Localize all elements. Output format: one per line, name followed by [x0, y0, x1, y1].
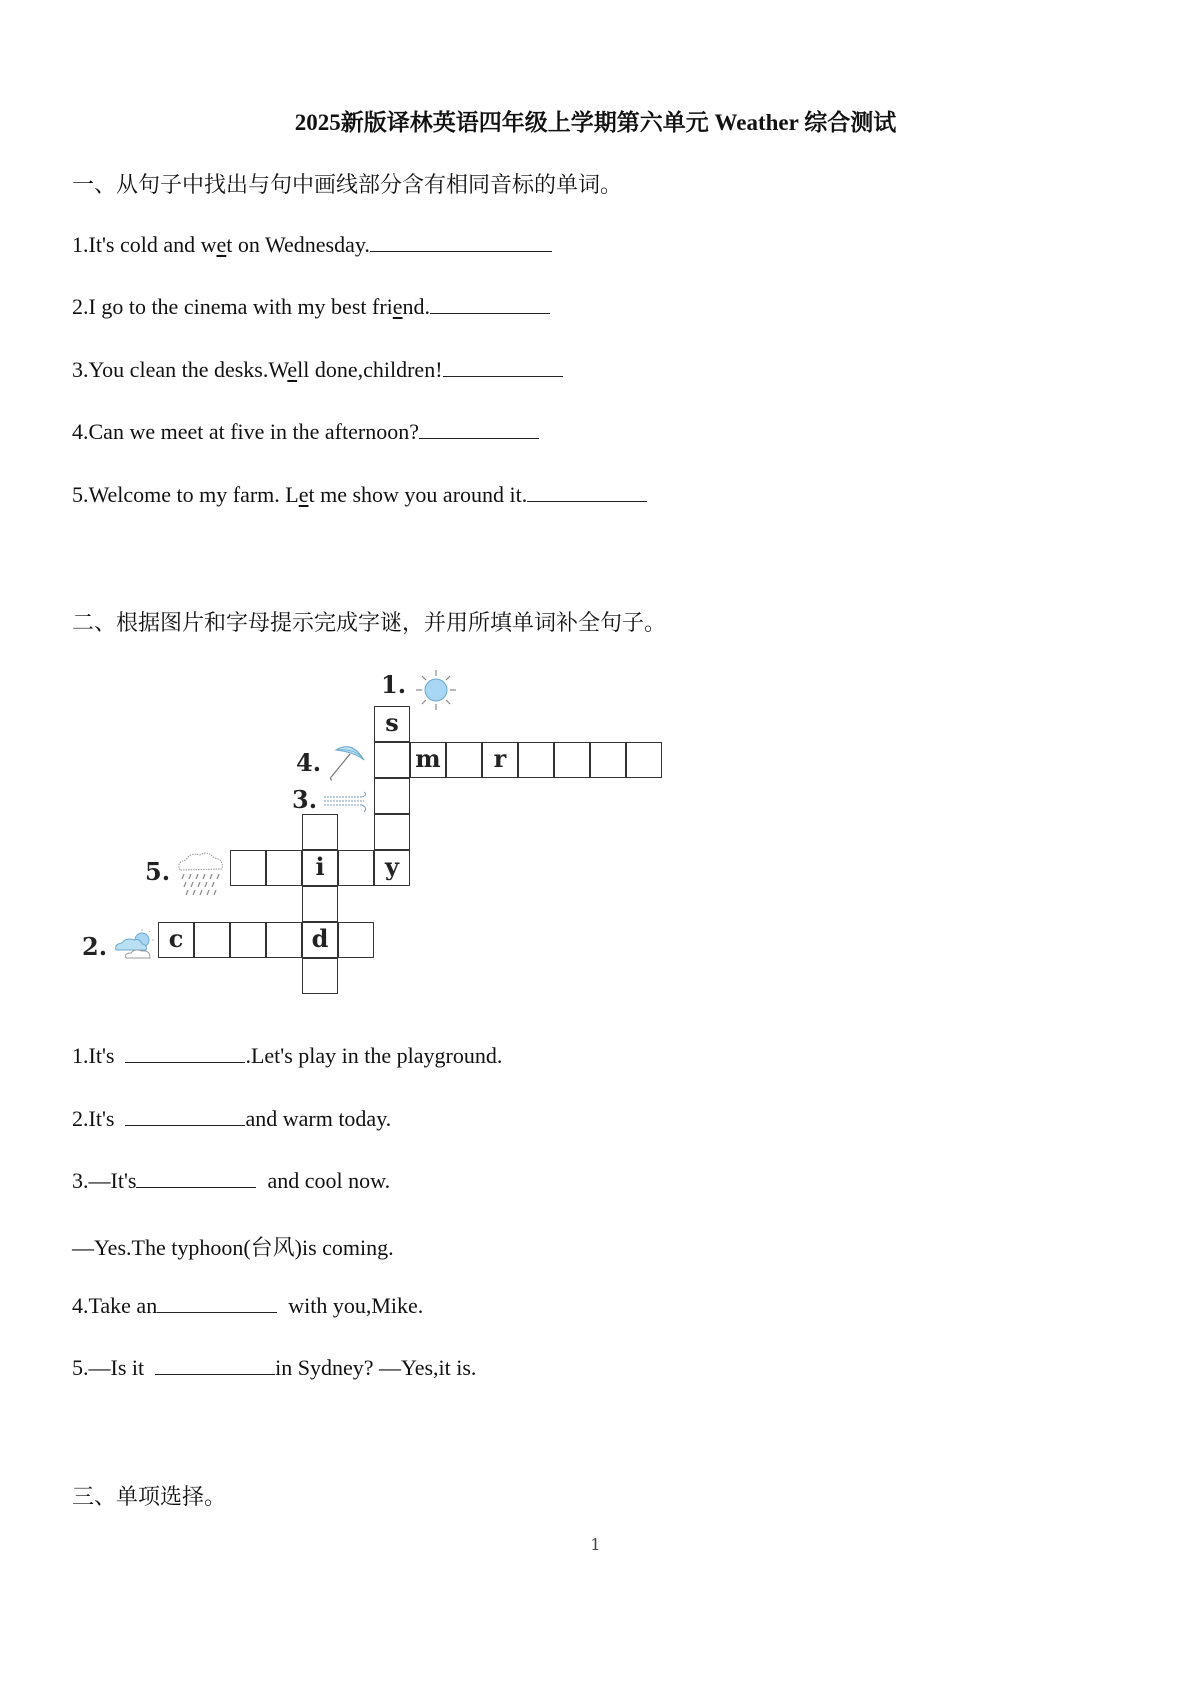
clue-4-number: 4. [296, 748, 322, 777]
clue-1-number: 1. [381, 670, 407, 699]
item-text: It's [88, 1106, 126, 1131]
underlined-letter: e [298, 482, 309, 507]
s2-sentence-3-reply [72, 1231, 394, 1262]
underlined-letter: e [392, 294, 403, 319]
s1-item-3 [72, 357, 563, 383]
rain-cloud-icon [174, 850, 226, 898]
item-number: 1. [72, 232, 89, 257]
item-number: 2. [72, 294, 89, 319]
item-number: 4. [72, 419, 89, 444]
crossword-cell[interactable]: y [374, 850, 410, 886]
crossword-cell[interactable]: r [482, 742, 518, 778]
s2-sentence-2 [72, 1106, 391, 1132]
crossword-cell[interactable] [302, 958, 338, 994]
answer-blank[interactable] [430, 295, 550, 314]
crossword-cell[interactable] [302, 814, 338, 850]
answer-blank[interactable] [370, 233, 552, 252]
cloud-sun-icon [112, 928, 156, 962]
item-text: —It's [88, 1168, 137, 1193]
item-text: and cool now. [256, 1168, 391, 1193]
s1-item-5 [72, 482, 647, 508]
crossword-cell[interactable] [590, 742, 626, 778]
crossword-cell[interactable] [626, 742, 662, 778]
item-text: .Let's play in the playground. [245, 1043, 503, 1068]
s2-sentence-5 [72, 1355, 476, 1381]
s1-item-1 [72, 232, 552, 258]
section-2-heading: 二、根据图片和字母提示完成字谜，并用所填单词补全句子。 [72, 611, 667, 636]
item-text: with you,Mike. [277, 1293, 424, 1318]
item-text: in Sydney? —Yes,it is. [275, 1355, 477, 1380]
underlined-letter: e [216, 232, 227, 257]
answer-blank[interactable] [157, 1294, 277, 1313]
crossword-cell[interactable] [230, 850, 266, 886]
crossword-cell[interactable]: s [374, 706, 410, 742]
answer-blank[interactable] [443, 358, 563, 377]
page-number: 1 [590, 1535, 601, 1554]
document-title: 2025新版译林英语四年级上学期第六单元 Weather 综合测试 [294, 110, 897, 135]
answer-blank[interactable] [419, 420, 539, 439]
sun-icon [414, 668, 458, 712]
answer-blank[interactable] [155, 1356, 275, 1375]
s1-item-4 [72, 419, 539, 445]
answer-blank[interactable] [125, 1107, 245, 1126]
answer-blank[interactable] [527, 483, 647, 502]
crossword-cell[interactable]: i [302, 850, 338, 886]
underlined-letter: e [287, 357, 298, 382]
item-number: 4. [72, 1293, 89, 1318]
answer-blank[interactable] [136, 1169, 256, 1188]
item-number: 5. [72, 1355, 89, 1380]
item-text: t on Wednesday. [226, 232, 370, 257]
item-text: —Yes.The typhoon(台风)is coming. [72, 1235, 394, 1260]
section-1-heading: 一、从句子中找出与句中画线部分含有相同音标的单词。 [72, 173, 623, 198]
item-text: nd. [402, 294, 431, 319]
item-text: and warm today. [245, 1106, 392, 1131]
crossword-cell[interactable] [338, 850, 374, 886]
crossword-cell[interactable] [374, 814, 410, 850]
crossword-cell[interactable] [446, 742, 482, 778]
item-text: Take an [88, 1293, 158, 1318]
item-text: Welcome to my farm. L [88, 482, 299, 507]
clue-2-number: 2. [82, 932, 108, 961]
crossword-cell[interactable] [230, 922, 266, 958]
item-text: —Is it [88, 1355, 156, 1380]
item-text: It's cold and w [88, 232, 217, 257]
answer-blank[interactable] [125, 1044, 245, 1063]
crossword-cell[interactable] [554, 742, 590, 778]
item-text: You clean the desks.W [88, 357, 288, 382]
crossword-cell[interactable] [266, 850, 302, 886]
clue-3-number: 3. [292, 785, 318, 814]
item-number: 1. [72, 1043, 89, 1068]
item-text: ll done,children! [297, 357, 443, 382]
crossword-cell[interactable] [338, 922, 374, 958]
item-number: 2. [72, 1106, 89, 1131]
section-3-heading: 三、单项选择。 [72, 1485, 227, 1510]
item-number: 5. [72, 482, 89, 507]
crossword-cell[interactable] [302, 886, 338, 922]
s2-sentence-1 [72, 1043, 502, 1069]
item-text: Can we meet at five in the afternoon? [88, 419, 419, 444]
s2-sentence-3 [72, 1168, 390, 1194]
crossword-cell[interactable]: c [158, 922, 194, 958]
s1-item-2 [72, 294, 550, 320]
umbrella-icon [326, 742, 370, 782]
item-number: 3. [72, 1168, 89, 1193]
crossword-cell[interactable]: d [302, 922, 338, 958]
s2-sentence-4 [72, 1293, 423, 1319]
crossword-cell[interactable] [374, 742, 410, 778]
item-text: I go to the cinema with my best fri [88, 294, 393, 319]
crossword-cell[interactable]: m [410, 742, 446, 778]
crossword-cell[interactable] [374, 778, 410, 814]
crossword-cell[interactable] [518, 742, 554, 778]
item-text: t me show you around it. [308, 482, 528, 507]
wind-icon [322, 790, 370, 814]
clue-5-number: 5. [145, 857, 171, 886]
crossword-cell[interactable] [194, 922, 230, 958]
item-text: It's [88, 1043, 126, 1068]
item-number: 3. [72, 357, 89, 382]
crossword-cell[interactable] [266, 922, 302, 958]
